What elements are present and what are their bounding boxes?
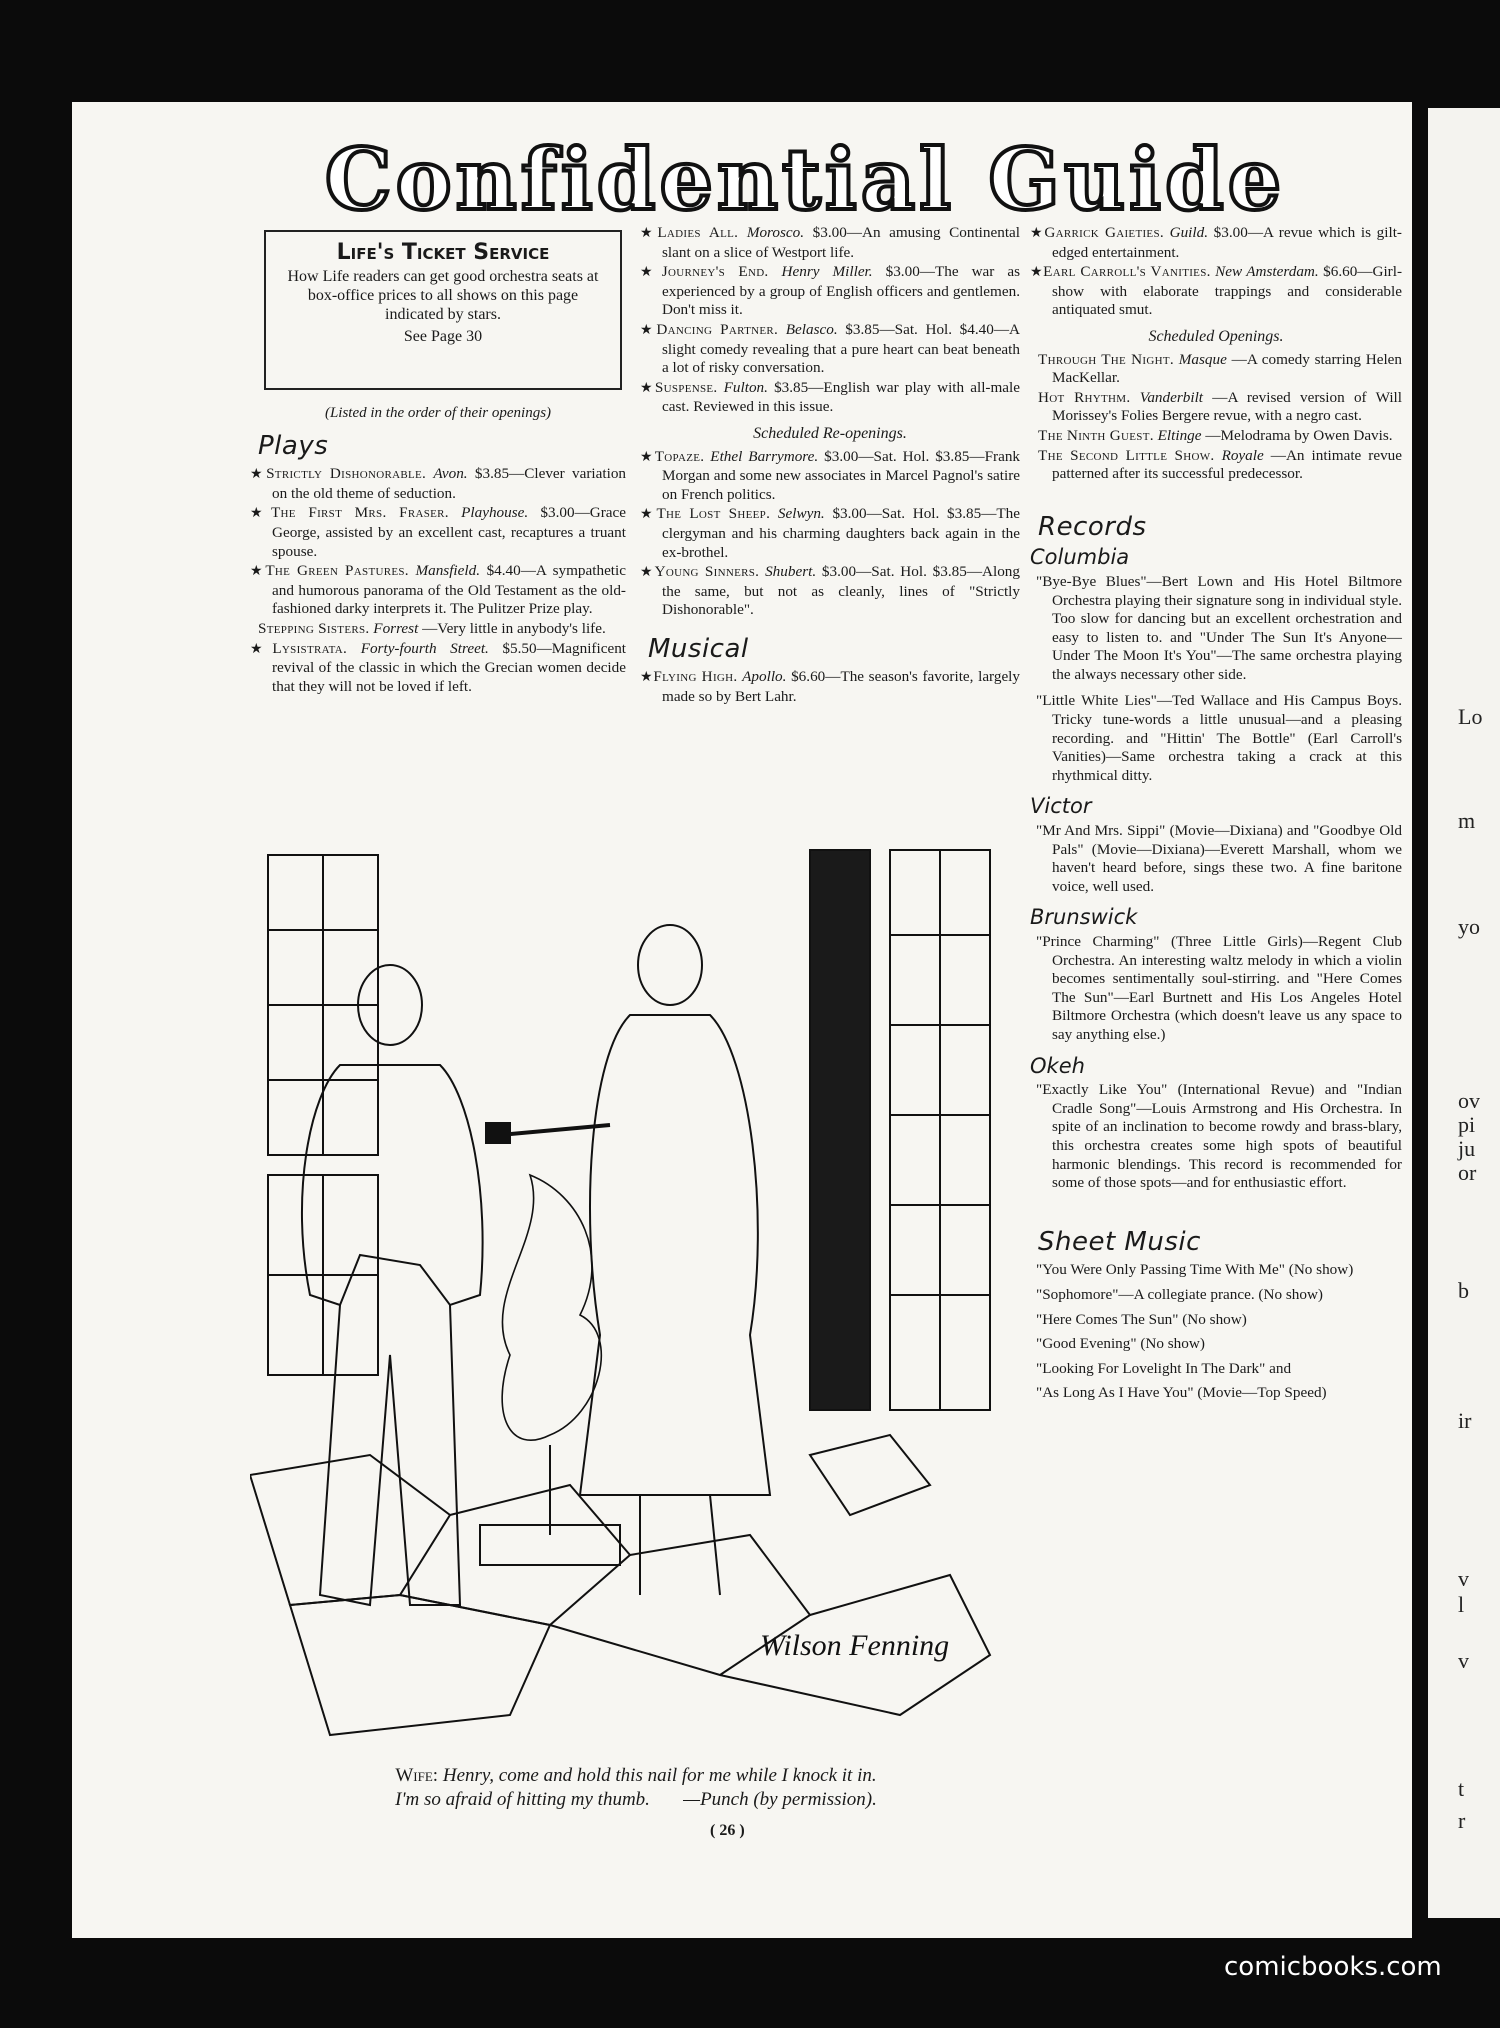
listing-entry — [250, 620, 626, 639]
listing-entry — [1030, 351, 1402, 388]
listing-title: Garrick Gaieties. — [1044, 224, 1164, 241]
listing-description: $6.60—The season's favorite, largely made so by Bert Lahr. — [662, 668, 1020, 706]
listing-title: The Second Little Show. — [1038, 446, 1215, 464]
listing-entry — [640, 668, 1020, 706]
listing-description: $3.00—A revue which is gilt-edged entertainment. — [1052, 224, 1402, 261]
listing-entry — [640, 448, 1020, 505]
star-icon: ★ — [640, 380, 655, 396]
plays-list — [250, 465, 626, 696]
facing-fragment: ju — [1458, 1136, 1476, 1161]
musical-heading: Musical — [648, 633, 749, 664]
musical-list — [640, 668, 1020, 706]
column-plays — [250, 404, 626, 697]
listing-theatre: Apollo. — [742, 668, 787, 686]
star-icon: ★ — [250, 506, 271, 522]
listing-title: Strictly Dishonorable. — [266, 465, 427, 483]
listing-entry — [250, 640, 626, 697]
listing-entry — [640, 263, 1020, 320]
cartoon-illustration — [250, 835, 1002, 1755]
openings-heading: Scheduled Openings. — [1148, 327, 1284, 345]
record-label-heading: Brunswick — [1030, 905, 1138, 930]
sheet-music-entry: "Here Comes The Sun" (No show) — [1036, 1310, 1247, 1328]
listing-description: $3.85—Sat. Hol. $4.40—A slight comedy revealing that a pure heart can beat beneath a lot of risky conversation. — [662, 320, 1020, 377]
ticket-service-heading: Life's Ticket Service — [336, 240, 550, 265]
caption-line-1: Henry, come and hold this nail for me while I knock it in. — [442, 1765, 877, 1786]
listing-theatre: Belasco. — [785, 320, 838, 338]
listing-theatre: Mansfield. — [415, 562, 480, 580]
listing-title: Flying High. — [653, 668, 738, 686]
sheet-music-entry: "You Were Only Passing Time With Me" (No show) — [1036, 1261, 1354, 1279]
record-label-heading: Victor — [1030, 794, 1092, 819]
facing-fragment: m — [1458, 808, 1476, 833]
listing-theatre: Forrest — [373, 619, 419, 637]
sheet-music-entry: "Good Evening" (No show) — [1036, 1335, 1205, 1353]
sheet-music-entry: "As Long As I Have You" (Movie—Top Speed) — [1036, 1384, 1327, 1402]
listing-description: $3.00—The war as experienced by a group of English officers and gentlemen. Don't miss it. — [662, 263, 1021, 319]
facing-fragment: r — [1458, 1808, 1466, 1833]
listing-theatre: Fulton. — [723, 378, 768, 396]
plays-heading: Plays — [258, 430, 329, 461]
facing-fragment: pi — [1458, 1112, 1476, 1137]
star-icon: ★ — [640, 670, 654, 686]
listing-entry — [640, 379, 1020, 417]
listing-title: Through The Night. — [1038, 350, 1174, 368]
listing-theatre: Vanderbilt — [1139, 388, 1204, 406]
record-entry: "Mr And Mrs. Sippi" (Movie—Dixiana) and "Goodbye Old Pals" (Movie—Dixiana)—Everett Marshall, whom we haven't heard before, sings these two. A fine baritone voice, well used. — [1036, 822, 1402, 895]
listing-entry — [250, 504, 626, 561]
listing-title: Suspense. — [654, 378, 718, 396]
star-icon: ★ — [640, 449, 655, 465]
man-figure — [302, 1065, 483, 1305]
listing-entry — [1030, 427, 1402, 446]
star-icon: ★ — [640, 265, 662, 281]
record-entry: "Bye-Bye Blues"—Bert Lown and His Hotel Biltmore Orchestra playing their signature song in individual style. Too slow for dancing but an excellent orchestration and easy to listen to. and "Under The Sun It's Anyone—Under The Moon It's You"—The same orchestra playing the always necessary other side. — [1036, 572, 1402, 683]
listing-entry — [640, 563, 1020, 620]
star-icon: ★ — [640, 507, 657, 523]
facing-fragment: b — [1458, 1278, 1469, 1303]
listing-title: Topaze. — [654, 447, 705, 465]
star-icon: ★ — [250, 564, 266, 580]
listing-entry — [1030, 447, 1402, 484]
listing-entry — [640, 224, 1020, 262]
facing-fragment: v — [1458, 1648, 1469, 1673]
page-number: ( 26 ) — [710, 1822, 745, 1839]
listing-description: —A comedy starring Helen MacKellar. — [1052, 350, 1403, 387]
caption-credit: —Punch (by permission). — [683, 1789, 877, 1810]
facing-fragment: ir — [1458, 1408, 1472, 1433]
listing-theatre: Shubert. — [765, 563, 817, 581]
listing-theatre: Eltinge — [1157, 426, 1202, 444]
listing-description: $6.60—Girl-show with elaborate trappings and considerable antiquated smut. — [1052, 263, 1403, 319]
listing-title: The First Mrs. Fraser. — [270, 504, 449, 522]
records-list — [1030, 545, 1402, 1192]
listing-theatre: Ethel Barrymore. — [710, 447, 819, 465]
star-icon: ★ — [640, 565, 655, 581]
artist-signature: Wilson Fenning — [760, 1629, 950, 1662]
caption-speaker: Wife: — [395, 1765, 439, 1786]
facing-fragment: Lo — [1458, 704, 1483, 729]
star-icon: ★ — [1030, 226, 1045, 241]
listing-theatre: Guild. — [1169, 224, 1209, 241]
column-two — [640, 224, 1020, 708]
listing-theatre: Playhouse. — [461, 504, 529, 522]
listing-description: —Very little in anybody's life. — [422, 619, 606, 637]
record-entry: "Prince Charming" (Three Little Girls)—Regent Club Orchestra. An interesting waltz melody in which a violin becomes sentimentally soul-stirring. and "Here Comes The Sun"—Earl Burtnett and His Los Angeles Hotel Biltmore Orchestra (which doesn't leave us any space to say anything else.) — [1036, 933, 1402, 1043]
sheet-music-entry: "Sophomore"—A collegiate prance. (No show) — [1036, 1285, 1323, 1303]
listing-description: —Melodrama by Owen Davis. — [1205, 426, 1393, 444]
listing-entry — [250, 465, 626, 503]
records-heading: Records — [1038, 511, 1147, 542]
ticket-service-see-page: See Page 30 — [403, 328, 483, 345]
star-icon: ★ — [250, 641, 273, 657]
listing-title: Journey's End. — [661, 263, 769, 281]
ticket-service-body: How Life readers can get good orchestra seats at box-office prices to all shows on this page indicated by stars. — [287, 268, 599, 323]
listing-description: $3.85—English war play with all-male cast. Reviewed in this issue. — [662, 378, 1020, 416]
listing-description: $5.50—Magnificent revival of the classic in which the Grecian women decide that they will not be loved if left. — [272, 639, 627, 695]
listing-title: The Green Pastures. — [265, 562, 409, 580]
listing-description: $3.00—Sat. Hol. $3.85—The clergyman and his charming daughters back again in the ex-brothel. — [662, 505, 1020, 561]
record-entry: "Exactly Like You" (International Revue) and "Indian Cradle Song"—Louis Armstrong and His Orchestra. In spite of an inclination to become rowdy and brass-blary, this orchestra creates some high spots of beautiful harmonic blendings. This record is recommended for some of those spots—and for enthusiastic effort. — [1036, 1081, 1402, 1192]
listing-description: $3.00—Grace George, assisted by an excellent cast, recaptures a truant spouse. — [272, 504, 626, 560]
listing-title: The Ninth Guest. — [1038, 426, 1154, 444]
door-frame — [810, 850, 870, 1410]
listing-title: Young Sinners. — [654, 563, 760, 581]
listing-theatre: Selwyn. — [777, 505, 825, 523]
ticket-service-box — [264, 230, 622, 390]
listing-title: Hot Rhythm. — [1038, 388, 1131, 406]
listing-description: $4.40—A sympathetic and humorous panorama of the Old Testament as the old-fashioned darky interprets it. The Pulitzer Prize play. — [272, 562, 626, 618]
col3-list — [1030, 224, 1402, 320]
listing-entry — [250, 562, 626, 619]
toolbox — [810, 1435, 930, 1515]
listing-description: —A revised version of Will Morissey's Folies Bergere revue, with a negro cast. — [1052, 388, 1402, 425]
star-icon: ★ — [640, 226, 658, 241]
listing-theatre: New Amsterdam. — [1215, 263, 1319, 281]
listing-theatre: Henry Miller. — [781, 263, 873, 281]
listing-entry — [1030, 224, 1402, 262]
listing-description: $3.00—Sat. Hol. $3.85—Frank Morgan and some new associates in Marcel Pagnol's satire on French politics. — [662, 447, 1021, 503]
listing-description: $3.00—An amusing Continental slant on a slice of Westport life. — [662, 224, 1021, 261]
listing-theatre: Royale — [1221, 446, 1264, 464]
facing-fragment: yo — [1458, 914, 1480, 939]
openings-list — [1030, 351, 1402, 484]
star-icon: ★ — [640, 322, 657, 338]
listing-description: —An intimate revue patterned after its successful predecessor. — [1052, 446, 1403, 483]
star-icon: ★ — [250, 467, 267, 483]
sheet-music-heading: Sheet Music — [1038, 1226, 1201, 1257]
listing-title: The Lost Sheep. — [656, 505, 771, 523]
listing-entry — [640, 321, 1020, 378]
listing-theatre: Masque — [1178, 350, 1227, 368]
listing-theatre: Avon. — [433, 465, 468, 483]
star-icon: ★ — [1030, 265, 1044, 281]
order-note: (Listed in the order of their openings) — [324, 405, 552, 421]
record-label-heading: Columbia — [1030, 545, 1130, 570]
listing-theatre: Morosco. — [746, 224, 805, 241]
cartoon-caption — [266, 1764, 1006, 1812]
facing-fragment: v — [1458, 1566, 1469, 1591]
page-title: Confidential Guide — [324, 130, 1286, 229]
sheet-music-list — [1030, 1261, 1402, 1403]
column-three — [1030, 224, 1402, 1409]
listing-title: Lysistrata. — [272, 639, 348, 657]
facing-page-edge — [1428, 108, 1500, 1918]
listing-entry — [1030, 263, 1402, 320]
caption-line-2: I'm so afraid of hitting my thumb. — [395, 1789, 650, 1810]
col2-list — [640, 224, 1020, 417]
listing-theatre: Forty-fourth Street. — [360, 639, 489, 657]
listing-title: Stepping Sisters. — [258, 619, 370, 637]
woman-figure — [580, 1015, 770, 1495]
listing-description: $3.00—Sat. Hol. $3.85—Along the same, but not as cleanly, lines of "Strictly Dishonorable". — [662, 563, 1020, 619]
watermark: comicbooks.com — [1224, 1952, 1442, 1982]
record-label-heading: Okeh — [1030, 1053, 1085, 1078]
reopenings-list — [640, 448, 1020, 620]
listing-entry — [1030, 389, 1402, 426]
facing-fragment: or — [1458, 1160, 1477, 1185]
listing-description: $3.85—Clever variation on the old theme of seduction. — [272, 465, 627, 502]
sheet-music-entry: "Looking For Lovelight In The Dark" and — [1036, 1359, 1292, 1377]
facing-fragment: l — [1458, 1592, 1465, 1617]
listing-title: Earl Carroll's Vanities. — [1043, 263, 1211, 281]
listing-title: Ladies All. — [657, 224, 739, 241]
listing-title: Dancing Partner. — [656, 320, 779, 338]
facing-fragment: t — [1458, 1776, 1465, 1801]
record-entry: "Little White Lies"—Ted Wallace and His Campus Boys. Tricky tune-words a little unusual—and a pleasing recording. and "Hittin' The Bottle" (Earl Carroll's Vanities)—Same orchestra taking a crack at this rhythmical ditty. — [1036, 692, 1402, 784]
facing-fragment: ov — [1458, 1088, 1480, 1113]
reopenings-heading: Scheduled Re-openings. — [753, 424, 907, 442]
listing-entry — [640, 505, 1020, 562]
